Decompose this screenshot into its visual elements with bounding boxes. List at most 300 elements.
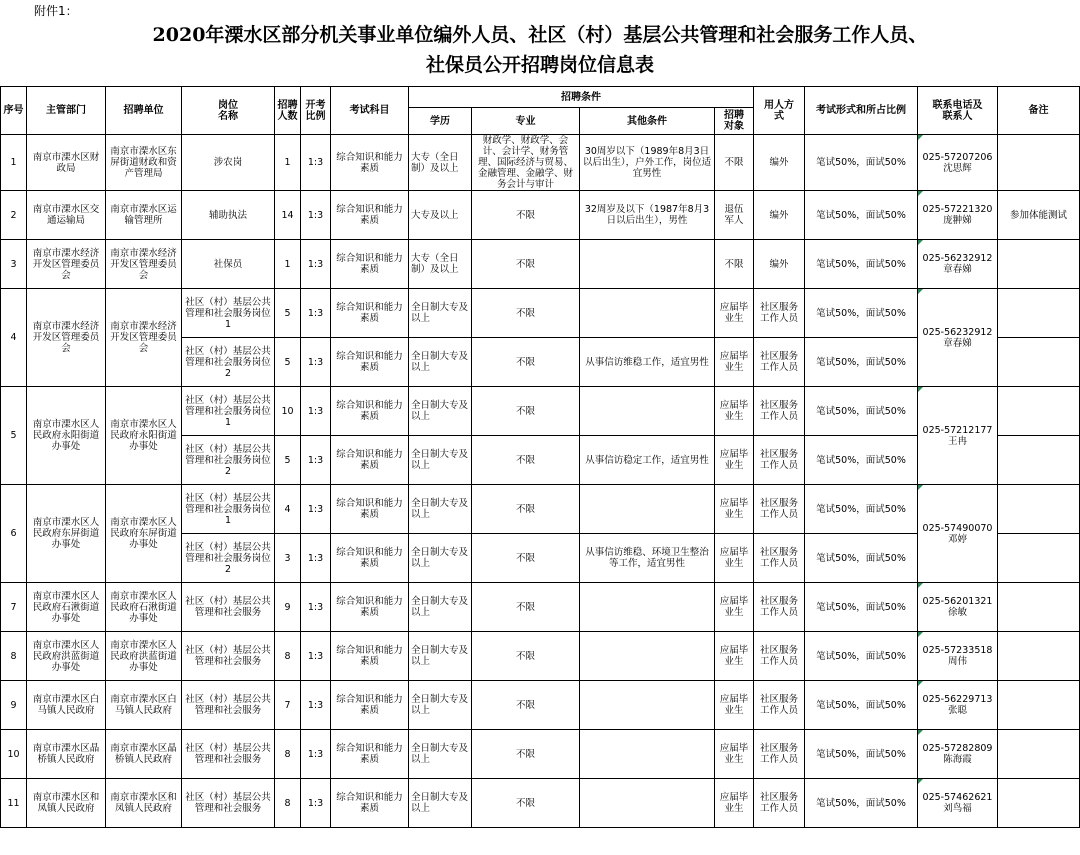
cell-exam-text: 笔试50%，面试50% [816, 552, 906, 564]
cell-other [580, 730, 715, 779]
cell-dept [27, 485, 106, 583]
cell-ratio-text: 1:3 [307, 748, 324, 760]
cell-remark [998, 681, 1080, 730]
cell-major [472, 485, 580, 534]
cell-remark [998, 436, 1080, 485]
cell-dept [27, 632, 106, 681]
cell-exam-text: 笔试50%，面试50% [816, 503, 906, 515]
cell-employ [754, 338, 805, 387]
cell-dept-text: 南京市溧水区人民政府洪蓝街道办事处 [32, 639, 100, 673]
cell-edu-text: 大专及以上 [411, 209, 459, 221]
cell-major [472, 387, 580, 436]
cell-unit [106, 135, 182, 191]
cell-remark [998, 191, 1080, 240]
cell-target [715, 387, 754, 436]
cell-other [580, 632, 715, 681]
cell-major [472, 730, 580, 779]
cell-exam [805, 240, 918, 289]
cell-dept-text: 南京市溧水经济开发区管理委员会 [32, 321, 100, 354]
cell-contact [918, 387, 998, 485]
cell-other [580, 436, 715, 485]
cell-ratio-text: 1:3 [307, 258, 324, 270]
cell-contact [918, 240, 998, 289]
cell-unit [106, 779, 182, 828]
cell-post [182, 338, 275, 387]
cell-remark [998, 730, 1080, 779]
cell-count-text: 8 [284, 650, 291, 662]
cell-edu-text: 全日制大专及以上 [411, 792, 469, 814]
cell-major-text: 不限 [515, 650, 535, 662]
cell-employ-text: 社区服务工作人员 [759, 302, 798, 324]
table-row [1, 135, 1080, 191]
cell-post [182, 191, 275, 240]
cell-count [275, 534, 301, 583]
cell-post [182, 534, 275, 583]
cell-major-text: 不限 [515, 503, 535, 515]
cell-target-text: 应届毕业生 [719, 302, 749, 324]
cell-count-text: 7 [284, 699, 291, 711]
cell-employ [754, 681, 805, 730]
cell-employ [754, 240, 805, 289]
cell-remark [998, 240, 1080, 289]
cell-dept-text: 南京市溧水区白马镇人民政府 [32, 694, 100, 716]
table-row [1, 240, 1080, 289]
cell-contact [918, 681, 998, 730]
cell-ratio [301, 534, 331, 583]
cell-employ-text: 社区服务工作人员 [759, 694, 798, 716]
cell-subject [331, 485, 409, 534]
cell-target [715, 730, 754, 779]
cell-major-text: 不限 [515, 748, 535, 760]
cell-count [275, 135, 301, 191]
cell-seq [1, 387, 27, 485]
cell-unit [106, 240, 182, 289]
cell-edu [409, 338, 472, 387]
cell-exam-text: 笔试50%，面试50% [816, 650, 906, 662]
cell-exam [805, 289, 918, 338]
cell-post [182, 240, 275, 289]
cell-post-text: 辅助执法 [208, 209, 247, 221]
cell-edu [409, 730, 472, 779]
cell-contact [918, 485, 998, 583]
cell-post [182, 485, 275, 534]
table-row [1, 191, 1080, 240]
cell-dept-text: 南京市溧水区人民政府永阳街道办事处 [32, 419, 100, 452]
cell-exam [805, 730, 918, 779]
cell-subject [331, 779, 409, 828]
cell-edu [409, 191, 472, 240]
cell-ratio [301, 730, 331, 779]
cell-edu-text: 全日制大专及以上 [411, 302, 469, 324]
cell-target-text: 应届毕业生 [719, 351, 749, 373]
cell-ratio-text: 1:3 [307, 797, 324, 809]
cell-ratio-text: 1:3 [307, 356, 324, 368]
cell-post-text: 社区（村）基层公共管理和社会服务 [185, 792, 271, 814]
cell-ratio [301, 779, 331, 828]
cell-count-text: 1 [284, 258, 291, 270]
cell-edu [409, 681, 472, 730]
header-major: 专业 [472, 108, 580, 135]
cell-target [715, 534, 754, 583]
cell-target-text: 不限 [724, 157, 744, 168]
cell-unit-text: 南京市溧水区东屏街道财政和资产管理局 [110, 146, 177, 179]
cell-edu-text: 全日制大专及以上 [411, 498, 469, 520]
cell-unit-text: 南京市溧水区和凤镇人民政府 [110, 792, 177, 814]
cell-contact-text: 025-57282809 陈海霞 [922, 743, 993, 765]
cell-target [715, 485, 754, 534]
cell-unit-text: 南京市溧水区白马镇人民政府 [110, 694, 177, 716]
attachment-label: 附件1： [34, 4, 78, 18]
cell-major-text: 不限 [515, 454, 535, 466]
cell-employ-text: 社区服务工作人员 [759, 596, 798, 618]
cell-post [182, 135, 275, 191]
cell-remark [998, 135, 1080, 191]
cell-post-text: 社区（村）基层公共管理和社会服务 [185, 694, 271, 716]
cell-exam-text: 笔试50%，面试50% [816, 454, 906, 466]
cell-subject [331, 387, 409, 436]
cell-subject-text: 综合知识和能力素质 [336, 204, 403, 226]
cell-subject-text: 综合知识和能力素质 [336, 400, 403, 422]
cell-count-text: 10 [281, 405, 294, 417]
cell-count-text: 5 [284, 454, 291, 466]
cell-post-text: 社区（村）基层公共管理和社会服务岗位2 [185, 345, 271, 379]
cell-exam [805, 387, 918, 436]
cell-employ-text: 编外 [769, 209, 789, 221]
cell-major [472, 289, 580, 338]
cell-subject [331, 240, 409, 289]
cell-major-text: 财政学、财政学、会计、会计学、财务管理、国际经济与贸易、金融管理、金融学、财务会计与审计 [477, 135, 573, 190]
cell-major [472, 534, 580, 583]
cell-seq-text: 1 [10, 157, 17, 168]
cell-ratio [301, 632, 331, 681]
cell-contact [918, 191, 998, 240]
cell-edu-text: 全日制大专及以上 [411, 743, 469, 765]
cell-dept [27, 730, 106, 779]
cell-employ [754, 730, 805, 779]
cell-post [182, 779, 275, 828]
cell-unit [106, 289, 182, 387]
cell-remark [998, 387, 1080, 436]
cell-employ-text: 编外 [769, 258, 789, 270]
cell-dept-text: 南京市溧水区人民政府东屏街道办事处 [32, 517, 100, 550]
cell-post-text: 社区（村）基层公共管理和社会服务岗位2 [185, 443, 271, 477]
cell-edu-text: 全日制大专及以上 [411, 596, 469, 618]
cell-post-text: 社区（村）基层公共管理和社会服务 [185, 645, 271, 667]
cell-subject [331, 436, 409, 485]
cell-subject [331, 681, 409, 730]
cell-count-text: 3 [284, 552, 291, 564]
cell-edu-text: 全日制大专及以上 [411, 449, 469, 471]
cell-remark [998, 583, 1080, 632]
cell-dept [27, 779, 106, 828]
cell-target-text: 应届毕业生 [719, 694, 749, 716]
cell-ratio [301, 387, 331, 436]
cell-edu-text: 全日制大专及以上 [411, 694, 469, 716]
cell-target-text: 退伍 军人 [724, 204, 744, 226]
cell-contact-text: 025-56201321 徐敏 [922, 596, 993, 618]
cell-subject [331, 289, 409, 338]
cell-edu [409, 289, 472, 338]
cell-unit-text: 南京市溧水经济开发区管理委员会 [110, 247, 177, 281]
cell-ratio [301, 583, 331, 632]
cell-employ [754, 583, 805, 632]
cell-employ [754, 534, 805, 583]
cell-seq [1, 583, 27, 632]
cell-employ [754, 485, 805, 534]
cell-edu-text: 大专（全日制）及以上 [411, 253, 459, 275]
cell-exam-text: 笔试50%，面试50% [816, 699, 906, 711]
cell-other-text: 从事信访维稳、环境卫生整治等工作，适宜男性 [585, 547, 709, 569]
cell-major-text: 不限 [515, 356, 535, 368]
cell-subject-text: 综合知识和能力素质 [336, 645, 403, 667]
title-line-2: 社保员公开招聘岗位信息表 [425, 54, 654, 76]
cell-post [182, 730, 275, 779]
cell-subject-text: 综合知识和能力素质 [336, 253, 403, 275]
cell-count [275, 779, 301, 828]
cell-other-text: 30周岁以下（1989年8月3日以后出生），户外工作，岗位适宜男性 [582, 146, 712, 179]
cell-count [275, 485, 301, 534]
cell-other [580, 387, 715, 436]
cell-employ [754, 779, 805, 828]
cell-dept-text: 南京市溧水区人民政府石湫街道办事处 [32, 590, 100, 624]
cell-ratio-text: 1:3 [307, 307, 324, 319]
cell-dept-text: 南京市溧水区晶桥镇人民政府 [32, 743, 100, 765]
cell-seq [1, 240, 27, 289]
cell-dept-text: 南京市溧水区和凤镇人民政府 [32, 792, 100, 814]
cell-dept-text: 南京市溧水经济开发区管理委员会 [32, 247, 100, 281]
cell-remark [998, 289, 1080, 338]
cell-target-text: 应届毕业生 [719, 792, 749, 814]
cell-unit [106, 583, 182, 632]
table-row [1, 387, 1080, 436]
cell-ratio-text: 1:3 [307, 209, 324, 221]
cell-seq [1, 191, 27, 240]
cell-major [472, 338, 580, 387]
table-row [1, 485, 1080, 534]
cell-contact [918, 289, 998, 387]
header-post: 岗位 名称 [182, 87, 275, 135]
cell-target [715, 338, 754, 387]
cell-other-text: 32周岁及以下（1987年8月3日以后出生），男性 [584, 204, 710, 226]
cell-contact-text: 025-56232912 章春娣 [922, 326, 993, 349]
cell-post [182, 436, 275, 485]
cell-subject-text: 综合知识和能力素质 [336, 449, 403, 471]
cell-unit-text: 南京市溧水区人民政府东屏街道办事处 [110, 517, 177, 550]
recruitment-table [0, 86, 1080, 828]
cell-target [715, 583, 754, 632]
cell-count [275, 338, 301, 387]
cell-contact-text: 025-57233518 周伟 [922, 645, 993, 667]
cell-seq [1, 485, 27, 583]
cell-ratio-text: 1:3 [307, 601, 324, 613]
header-target: 招聘 对象 [715, 108, 754, 135]
cell-subject [331, 730, 409, 779]
cell-major-text: 不限 [515, 209, 535, 221]
cell-count-text: 5 [284, 307, 291, 319]
cell-target [715, 240, 754, 289]
cell-edu [409, 485, 472, 534]
cell-remark [998, 632, 1080, 681]
cell-major [472, 779, 580, 828]
cell-exam [805, 135, 918, 191]
cell-target [715, 436, 754, 485]
cell-employ [754, 387, 805, 436]
cell-other [580, 485, 715, 534]
cell-contact-text: 025-57207206 沈思辉 [922, 151, 993, 174]
cell-target [715, 632, 754, 681]
cell-post-text: 社区（村）基层公共管理和社会服务 [185, 596, 271, 618]
cell-edu-text: 全日制大专及以上 [411, 351, 469, 373]
cell-edu [409, 240, 472, 289]
cell-subject [331, 583, 409, 632]
cell-subject-text: 综合知识和能力素质 [336, 792, 403, 814]
cell-major-text: 不限 [515, 699, 535, 711]
cell-contact [918, 779, 998, 828]
cell-subject-text: 综合知识和能力素质 [336, 596, 403, 618]
cell-employ [754, 135, 805, 191]
cell-ratio-text: 1:3 [307, 650, 324, 662]
cell-other [580, 534, 715, 583]
cell-ratio [301, 135, 331, 191]
header-employ: 用人方 式 [754, 87, 805, 135]
cell-major-text: 不限 [515, 307, 535, 319]
cell-post-text: 社区（村）基层公共管理和社会服务岗位1 [185, 394, 271, 428]
cell-major-text: 不限 [515, 601, 535, 613]
cell-exam [805, 632, 918, 681]
cell-count-text: 14 [281, 209, 294, 221]
cell-target-text: 不限 [724, 258, 744, 270]
cell-other [580, 289, 715, 338]
cell-remark-text: 参加体能测试 [1009, 209, 1067, 221]
cell-subject [331, 135, 409, 191]
cell-ratio-text: 1:3 [307, 454, 324, 466]
header-subject: 考试科目 [331, 87, 409, 135]
cell-ratio-text: 1:3 [307, 405, 324, 417]
cell-target-text: 应届毕业生 [719, 449, 749, 471]
cell-target [715, 135, 754, 191]
cell-employ-text: 社区服务工作人员 [759, 400, 798, 422]
cell-edu [409, 387, 472, 436]
cell-dept [27, 289, 106, 387]
cell-exam [805, 436, 918, 485]
cell-subject-text: 综合知识和能力素质 [336, 498, 403, 520]
cell-exam [805, 534, 918, 583]
cell-exam-text: 笔试50%，面试50% [816, 258, 906, 270]
cell-ratio [301, 191, 331, 240]
cell-unit-text: 南京市溧水区晶桥镇人民政府 [110, 743, 177, 765]
cell-post [182, 583, 275, 632]
cell-exam-text: 笔试50%，面试50% [816, 307, 906, 319]
cell-seq [1, 632, 27, 681]
cell-subject [331, 632, 409, 681]
cell-major-text: 不限 [515, 552, 535, 564]
cell-count-text: 8 [284, 748, 291, 760]
cell-subject-text: 综合知识和能力素质 [336, 151, 403, 174]
cell-contact-text: 025-57462621 刘鸟福 [922, 792, 993, 814]
cell-unit-text: 南京市溧水区运输管理所 [110, 204, 177, 226]
cell-employ-text: 社区服务工作人员 [759, 792, 798, 814]
cell-major [472, 436, 580, 485]
cell-dept [27, 135, 106, 191]
cell-edu [409, 534, 472, 583]
cell-subject-text: 综合知识和能力素质 [336, 743, 403, 765]
cell-exam-text: 笔试50%，面试50% [816, 797, 906, 809]
cell-other-text: 从事信访稳定工作，适宜男性 [585, 454, 709, 466]
cell-target-text: 应届毕业生 [719, 547, 749, 569]
cell-target-text: 应届毕业生 [719, 645, 749, 667]
cell-target-text: 应届毕业生 [719, 596, 749, 618]
cell-post [182, 632, 275, 681]
cell-dept [27, 681, 106, 730]
cell-contact-text: 025-57212177 王冉 [922, 424, 993, 447]
cell-count-text: 9 [284, 601, 291, 613]
cell-seq-text: 3 [10, 258, 17, 270]
cell-count [275, 681, 301, 730]
cell-count-text: 5 [284, 356, 291, 368]
cell-contact-text: 025-56232912 章春娣 [922, 253, 993, 275]
cell-target-text: 应届毕业生 [719, 743, 749, 765]
cell-other [580, 191, 715, 240]
cell-seq-text: 2 [10, 209, 17, 221]
table-body [1, 135, 1080, 828]
cell-seq-text: 4 [10, 332, 17, 343]
cell-unit [106, 681, 182, 730]
cell-target [715, 779, 754, 828]
cell-major [472, 240, 580, 289]
cell-unit [106, 730, 182, 779]
cell-subject-text: 综合知识和能力素质 [336, 694, 403, 716]
cell-count [275, 387, 301, 436]
cell-dept [27, 240, 106, 289]
cell-post-text: 社区（村）基层公共管理和社会服务岗位1 [185, 296, 271, 330]
cell-subject [331, 338, 409, 387]
cell-seq-text: 6 [10, 528, 17, 539]
table-row [1, 632, 1080, 681]
cell-count [275, 240, 301, 289]
cell-other [580, 135, 715, 191]
cell-major-text: 不限 [515, 405, 535, 417]
cell-contact [918, 730, 998, 779]
header-remark: 备注 [998, 87, 1080, 135]
table-row [1, 779, 1080, 828]
cell-subject-text: 综合知识和能力素质 [336, 547, 403, 569]
cell-major [472, 632, 580, 681]
cell-employ-text: 社区服务工作人员 [759, 449, 798, 471]
cell-unit-text: 南京市溧水区人民政府洪蓝街道办事处 [110, 639, 177, 673]
cell-ratio [301, 485, 331, 534]
cell-employ [754, 191, 805, 240]
cell-employ-text: 社区服务工作人员 [759, 351, 798, 373]
cell-seq-text: 11 [7, 797, 20, 809]
cell-seq-text: 5 [10, 430, 17, 441]
cell-seq-text: 9 [10, 699, 17, 711]
header-unit: 招聘单位 [106, 87, 182, 135]
cell-target-text: 应届毕业生 [719, 498, 749, 520]
cell-exam-text: 笔试50%，面试50% [816, 748, 906, 760]
cell-edu [409, 436, 472, 485]
header-count: 招聘 人数 [275, 87, 301, 135]
cell-remark [998, 338, 1080, 387]
cell-exam [805, 681, 918, 730]
header-exam: 考试形式和所占比例 [805, 87, 918, 135]
cell-employ [754, 632, 805, 681]
header-dept: 主管部门 [27, 87, 106, 135]
cell-post-text: 社保员 [213, 258, 243, 270]
cell-ratio [301, 289, 331, 338]
cell-edu-text: 全日制大专及以上 [411, 645, 469, 667]
cell-seq [1, 779, 27, 828]
cell-seq-text: 10 [7, 748, 20, 760]
